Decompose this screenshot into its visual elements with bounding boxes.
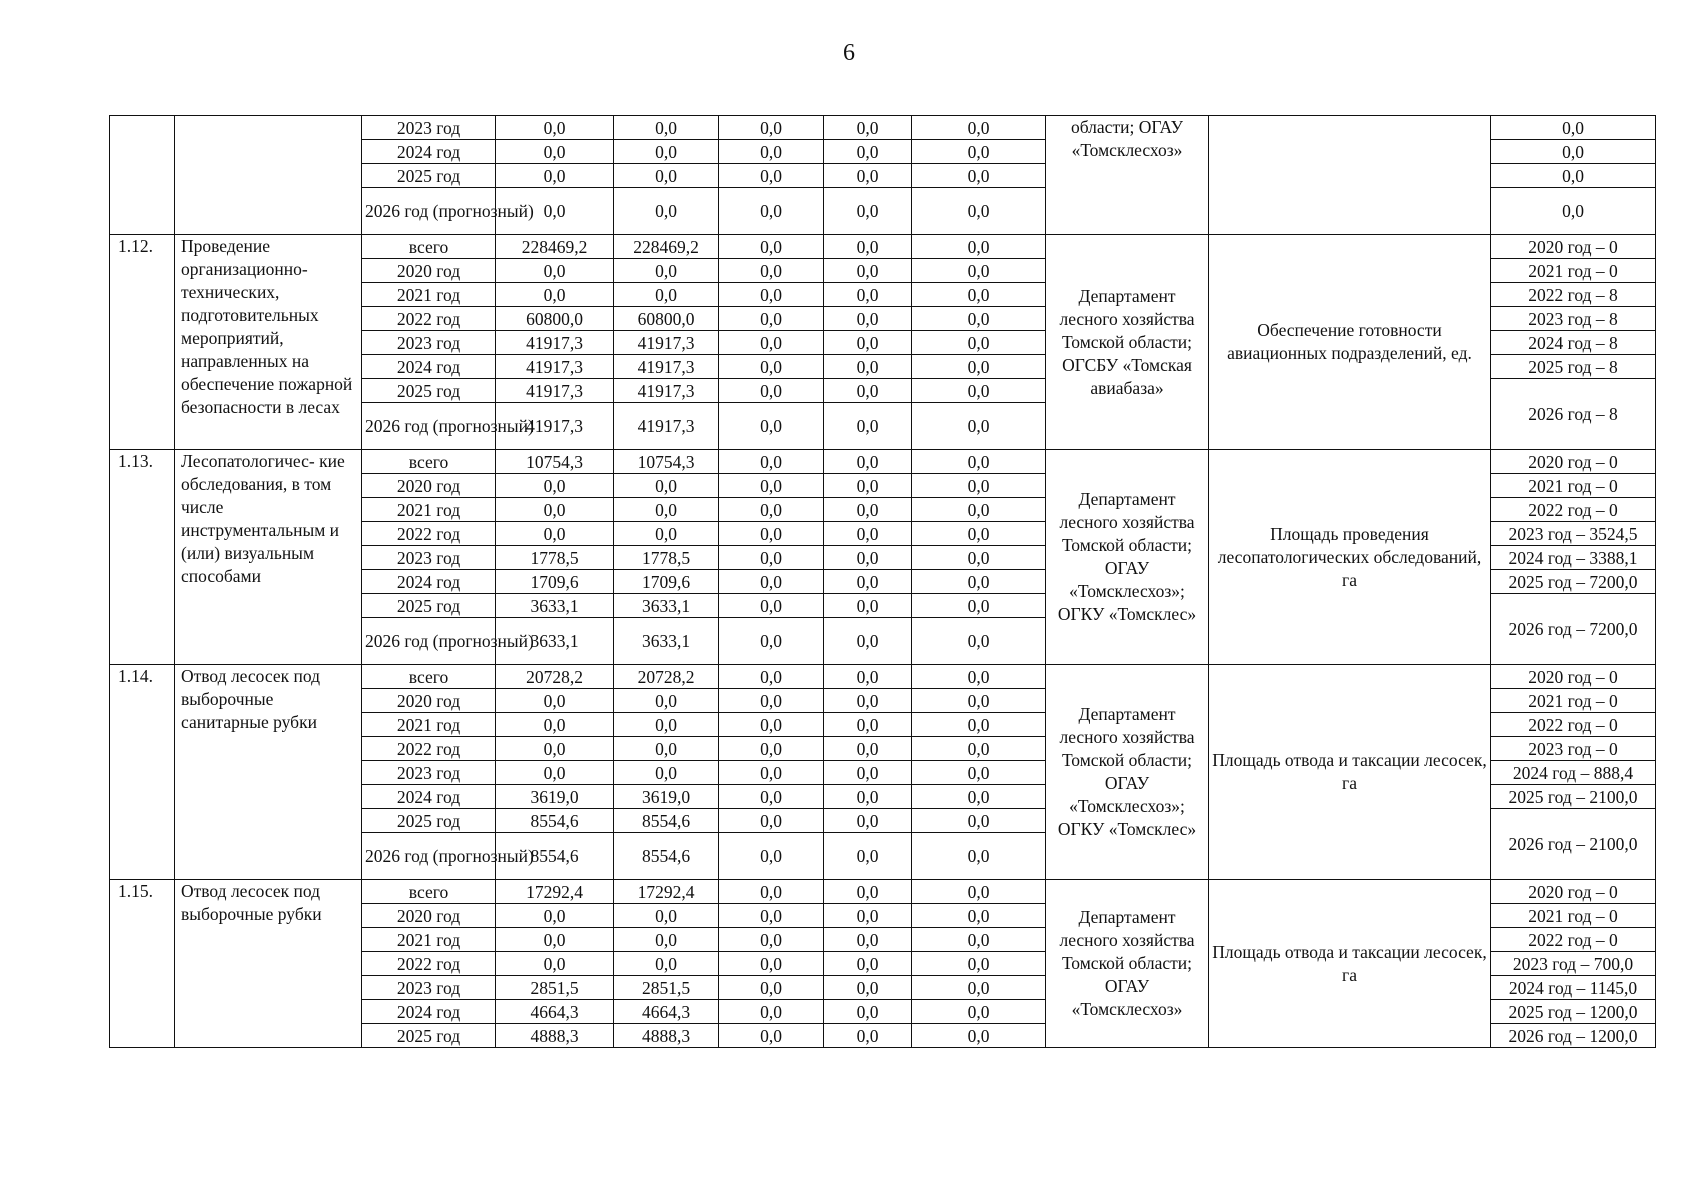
value-cell: 0,0: [719, 713, 824, 737]
value-cell: 0,0: [912, 403, 1046, 450]
value-cell: 3633,1: [496, 594, 614, 618]
target-cell: 2021 год – 0: [1491, 689, 1656, 713]
period-cell: 2023 год: [362, 116, 496, 140]
value-cell: 0,0: [912, 140, 1046, 164]
value-cell: 0,0: [824, 809, 912, 833]
period-cell: 2023 год: [362, 761, 496, 785]
target-cell: 2022 год – 0: [1491, 713, 1656, 737]
value-cell: 0,0: [824, 188, 912, 235]
value-cell: 0,0: [824, 785, 912, 809]
value-cell: 0,0: [719, 188, 824, 235]
value-cell: 41917,3: [496, 403, 614, 450]
value-cell: 0,0: [719, 976, 824, 1000]
value-cell: 0,0: [824, 522, 912, 546]
value-cell: 0,0: [912, 522, 1046, 546]
value-cell: 0,0: [719, 116, 824, 140]
value-cell: 0,0: [824, 355, 912, 379]
value-cell: 0,0: [912, 976, 1046, 1000]
value-cell: 0,0: [614, 116, 719, 140]
value-cell: 0,0: [719, 880, 824, 904]
table-row: [110, 880, 1656, 904]
value-cell: 0,0: [719, 522, 824, 546]
value-cell: 0,0: [614, 188, 719, 235]
value-cell: 0,0: [719, 307, 824, 331]
period-cell: 2021 год: [362, 928, 496, 952]
target-cell: 2022 год – 8: [1491, 283, 1656, 307]
target-cell: 2021 год – 0: [1491, 259, 1656, 283]
value-cell: 20728,2: [496, 665, 614, 689]
target-cell: 2023 год – 8: [1491, 307, 1656, 331]
value-cell: 0,0: [824, 618, 912, 665]
value-cell: 0,0: [912, 570, 1046, 594]
value-cell: 4888,3: [614, 1024, 719, 1048]
table-row: [110, 116, 1656, 140]
activity-name: Отвод лесосек под выборочные рубки: [175, 880, 362, 1048]
value-cell: 0,0: [496, 116, 614, 140]
activity-number: 1.14.: [110, 665, 175, 880]
page-number: 6: [843, 40, 855, 66]
period-cell: всего: [362, 665, 496, 689]
value-cell: 0,0: [824, 331, 912, 355]
indicator-cell: Площадь проведения лесопатологических обследований, га: [1209, 450, 1491, 665]
value-cell: 0,0: [912, 928, 1046, 952]
executor-cell: Департамент лесного хозяйства Томской области; ОГАУ «Томсклесхоз»; ОГКУ «Томсклес»: [1046, 665, 1209, 880]
value-cell: 4664,3: [614, 1000, 719, 1024]
period-cell: 2025 год: [362, 809, 496, 833]
target-cell: 2025 год – 7200,0: [1491, 570, 1656, 594]
value-cell: 0,0: [614, 713, 719, 737]
value-cell: 3619,0: [496, 785, 614, 809]
value-cell: 2851,5: [614, 976, 719, 1000]
value-cell: 0,0: [912, 355, 1046, 379]
period-cell: 2023 год: [362, 546, 496, 570]
value-cell: 0,0: [824, 976, 912, 1000]
period-cell: 2020 год: [362, 689, 496, 713]
value-cell: 1778,5: [614, 546, 719, 570]
period-cell: 2020 год: [362, 904, 496, 928]
value-cell: 0,0: [614, 259, 719, 283]
value-cell: 0,0: [912, 737, 1046, 761]
period-cell: 2024 год: [362, 785, 496, 809]
value-cell: 0,0: [614, 904, 719, 928]
value-cell: 0,0: [824, 546, 912, 570]
value-cell: 0,0: [824, 713, 912, 737]
target-cell: 2023 год – 3524,5: [1491, 522, 1656, 546]
number-cell: [110, 116, 175, 235]
period-cell: 2020 год: [362, 474, 496, 498]
value-cell: 0,0: [719, 904, 824, 928]
target-cell: 2024 год – 888,4: [1491, 761, 1656, 785]
value-cell: 0,0: [824, 880, 912, 904]
value-cell: 0,0: [719, 1000, 824, 1024]
value-cell: 0,0: [719, 379, 824, 403]
value-cell: 0,0: [912, 283, 1046, 307]
executor-cell: Департамент лесного хозяйства Томской области; ОГСБУ «Томская авиабаза»: [1046, 235, 1209, 450]
value-cell: 0,0: [824, 140, 912, 164]
value-cell: 0,0: [614, 283, 719, 307]
value-cell: 17292,4: [496, 880, 614, 904]
value-cell: 0,0: [496, 522, 614, 546]
period-cell: 2023 год: [362, 331, 496, 355]
value-cell: 20728,2: [614, 665, 719, 689]
target-cell: 0,0: [1491, 116, 1656, 140]
period-cell: 2022 год: [362, 737, 496, 761]
target-cell: 0,0: [1491, 188, 1656, 235]
activity-name-cell: [175, 116, 362, 235]
value-cell: 0,0: [912, 689, 1046, 713]
value-cell: 3619,0: [614, 785, 719, 809]
period-cell: 2022 год: [362, 522, 496, 546]
value-cell: 0,0: [719, 331, 824, 355]
period-cell: 2026 год (прогнозный): [362, 833, 496, 880]
activity-number: 1.12.: [110, 235, 175, 450]
period-cell: 2021 год: [362, 498, 496, 522]
value-cell: 8554,6: [614, 809, 719, 833]
activity-number: 1.13.: [110, 450, 175, 665]
value-cell: 0,0: [719, 355, 824, 379]
period-cell: всего: [362, 450, 496, 474]
target-cell: 2024 год – 3388,1: [1491, 546, 1656, 570]
value-cell: 0,0: [496, 952, 614, 976]
value-cell: 0,0: [719, 833, 824, 880]
value-cell: 0,0: [824, 379, 912, 403]
executor-cell: области; ОГАУ «Томсклесхоз»: [1046, 116, 1209, 235]
period-cell: 2022 год: [362, 307, 496, 331]
value-cell: 0,0: [719, 235, 824, 259]
target-cell: 2025 год – 8: [1491, 355, 1656, 379]
value-cell: 0,0: [614, 474, 719, 498]
value-cell: 0,0: [824, 259, 912, 283]
period-cell: 2024 год: [362, 1000, 496, 1024]
value-cell: 0,0: [614, 498, 719, 522]
activity-number: 1.15.: [110, 880, 175, 1048]
value-cell: 8554,6: [614, 833, 719, 880]
value-cell: 0,0: [614, 140, 719, 164]
value-cell: 0,0: [496, 164, 614, 188]
value-cell: 3633,1: [614, 594, 719, 618]
period-cell: 2021 год: [362, 283, 496, 307]
value-cell: 0,0: [912, 379, 1046, 403]
value-cell: 3633,1: [496, 618, 614, 665]
value-cell: 0,0: [496, 140, 614, 164]
value-cell: 0,0: [912, 1024, 1046, 1048]
value-cell: 0,0: [719, 403, 824, 450]
value-cell: 0,0: [824, 570, 912, 594]
target-cell: 0,0: [1491, 140, 1656, 164]
value-cell: 0,0: [912, 785, 1046, 809]
value-cell: 0,0: [912, 450, 1046, 474]
value-cell: 41917,3: [614, 331, 719, 355]
value-cell: 0,0: [912, 809, 1046, 833]
value-cell: 0,0: [496, 928, 614, 952]
value-cell: 0,0: [824, 594, 912, 618]
value-cell: 0,0: [912, 235, 1046, 259]
value-cell: 0,0: [912, 498, 1046, 522]
target-cell: 2022 год – 0: [1491, 928, 1656, 952]
target-cell: 2022 год – 0: [1491, 498, 1656, 522]
value-cell: 41917,3: [496, 379, 614, 403]
value-cell: 0,0: [719, 809, 824, 833]
value-cell: 0,0: [912, 618, 1046, 665]
period-cell: 2025 год: [362, 1024, 496, 1048]
value-cell: 0,0: [719, 570, 824, 594]
value-cell: 0,0: [496, 761, 614, 785]
value-cell: 0,0: [824, 928, 912, 952]
value-cell: 41917,3: [614, 403, 719, 450]
value-cell: 0,0: [719, 1024, 824, 1048]
value-cell: 4664,3: [496, 1000, 614, 1024]
activity-name: Отвод лесосек под выборочные санитарные рубки: [175, 665, 362, 880]
value-cell: 10754,3: [496, 450, 614, 474]
value-cell: 0,0: [824, 1024, 912, 1048]
target-cell: 2024 год – 1145,0: [1491, 976, 1656, 1000]
executor-cell: Департамент лесного хозяйства Томской области; ОГАУ «Томсклесхоз»: [1046, 880, 1209, 1048]
period-cell: 2026 год (прогнозный): [362, 403, 496, 450]
value-cell: 0,0: [719, 164, 824, 188]
value-cell: 0,0: [912, 546, 1046, 570]
value-cell: 0,0: [824, 474, 912, 498]
period-cell: 2024 год: [362, 140, 496, 164]
value-cell: 0,0: [719, 498, 824, 522]
period-cell: 2026 год (прогнозный): [362, 188, 496, 235]
value-cell: 0,0: [824, 952, 912, 976]
value-cell: 3633,1: [614, 618, 719, 665]
value-cell: 41917,3: [614, 355, 719, 379]
value-cell: 17292,4: [614, 880, 719, 904]
value-cell: 0,0: [496, 737, 614, 761]
period-cell: 2023 год: [362, 976, 496, 1000]
value-cell: 0,0: [719, 594, 824, 618]
value-cell: 0,0: [824, 164, 912, 188]
value-cell: 0,0: [614, 928, 719, 952]
value-cell: 0,0: [719, 283, 824, 307]
value-cell: 0,0: [719, 450, 824, 474]
value-cell: 60800,0: [496, 307, 614, 331]
target-cell: 2020 год – 0: [1491, 450, 1656, 474]
target-cell: 2024 год – 8: [1491, 331, 1656, 355]
activity-name: Проведение организационно- технических, подготовительных мероприятий, направленных на обеспечение пожарной безопасности в лесах: [175, 235, 362, 450]
value-cell: 41917,3: [496, 331, 614, 355]
indicator-cell: [1209, 116, 1491, 235]
target-cell: 2020 год – 0: [1491, 880, 1656, 904]
value-cell: 0,0: [912, 952, 1046, 976]
value-cell: 0,0: [824, 737, 912, 761]
value-cell: 0,0: [912, 594, 1046, 618]
value-cell: 0,0: [719, 546, 824, 570]
value-cell: 0,0: [912, 259, 1046, 283]
value-cell: 0,0: [912, 880, 1046, 904]
executor-cell: Департамент лесного хозяйства Томской области; ОГАУ «Томсклесхоз»; ОГКУ «Томсклес»: [1046, 450, 1209, 665]
target-cell: 2025 год – 1200,0: [1491, 1000, 1656, 1024]
value-cell: 0,0: [614, 164, 719, 188]
activity-name: Лесопатологичес- кие обследования, в том числе инструментальным и (или) визуальным способами: [175, 450, 362, 665]
target-cell: 2025 год – 2100,0: [1491, 785, 1656, 809]
value-cell: 0,0: [496, 259, 614, 283]
value-cell: 0,0: [824, 689, 912, 713]
value-cell: 0,0: [496, 713, 614, 737]
value-cell: 0,0: [912, 474, 1046, 498]
value-cell: 41917,3: [614, 379, 719, 403]
period-cell: 2025 год: [362, 164, 496, 188]
value-cell: 1709,6: [614, 570, 719, 594]
value-cell: 0,0: [912, 761, 1046, 785]
value-cell: 1709,6: [496, 570, 614, 594]
value-cell: 0,0: [824, 116, 912, 140]
period-cell: 2025 год: [362, 594, 496, 618]
value-cell: 0,0: [912, 188, 1046, 235]
value-cell: 0,0: [824, 904, 912, 928]
value-cell: 0,0: [496, 904, 614, 928]
value-cell: 0,0: [719, 737, 824, 761]
period-cell: 2021 год: [362, 713, 496, 737]
target-cell: 2023 год – 0: [1491, 737, 1656, 761]
target-cell: 2026 год – 8: [1491, 379, 1656, 450]
value-cell: 41917,3: [496, 355, 614, 379]
value-cell: 2851,5: [496, 976, 614, 1000]
value-cell: 0,0: [719, 618, 824, 665]
value-cell: 0,0: [614, 761, 719, 785]
value-cell: 0,0: [614, 522, 719, 546]
value-cell: 0,0: [824, 498, 912, 522]
value-cell: 0,0: [824, 307, 912, 331]
value-cell: 0,0: [496, 474, 614, 498]
value-cell: 0,0: [496, 689, 614, 713]
value-cell: 8554,6: [496, 833, 614, 880]
target-cell: 0,0: [1491, 164, 1656, 188]
value-cell: 4888,3: [496, 1024, 614, 1048]
period-cell: 2024 год: [362, 570, 496, 594]
period-cell: 2026 год (прогнозный): [362, 618, 496, 665]
value-cell: 0,0: [719, 785, 824, 809]
value-cell: 0,0: [912, 164, 1046, 188]
value-cell: 0,0: [719, 952, 824, 976]
value-cell: 0,0: [824, 761, 912, 785]
period-cell: всего: [362, 235, 496, 259]
value-cell: 0,0: [496, 498, 614, 522]
value-cell: 0,0: [614, 689, 719, 713]
indicator-cell: Обеспечение готовности авиационных подразделений, ед.: [1209, 235, 1491, 450]
period-cell: 2024 год: [362, 355, 496, 379]
value-cell: 0,0: [824, 403, 912, 450]
target-cell: 2026 год – 7200,0: [1491, 594, 1656, 665]
value-cell: 0,0: [496, 283, 614, 307]
target-cell: 2020 год – 0: [1491, 235, 1656, 259]
value-cell: 10754,3: [614, 450, 719, 474]
target-cell: 2021 год – 0: [1491, 474, 1656, 498]
table-row: [110, 450, 1656, 474]
value-cell: 0,0: [912, 833, 1046, 880]
value-cell: 0,0: [719, 474, 824, 498]
value-cell: 0,0: [719, 665, 824, 689]
value-cell: 0,0: [824, 450, 912, 474]
program-activities-table: [109, 115, 1656, 1048]
value-cell: 0,0: [614, 737, 719, 761]
table-row: [110, 665, 1656, 689]
value-cell: 0,0: [719, 928, 824, 952]
value-cell: 0,0: [912, 1000, 1046, 1024]
target-cell: 2023 год – 700,0: [1491, 952, 1656, 976]
value-cell: 60800,0: [614, 307, 719, 331]
period-cell: 2022 год: [362, 952, 496, 976]
value-cell: 0,0: [824, 1000, 912, 1024]
value-cell: 0,0: [824, 833, 912, 880]
value-cell: 0,0: [912, 904, 1046, 928]
indicator-cell: Площадь отвода и таксации лесосек, га: [1209, 665, 1491, 880]
target-cell: 2021 год – 0: [1491, 904, 1656, 928]
value-cell: 0,0: [614, 952, 719, 976]
value-cell: 0,0: [912, 665, 1046, 689]
value-cell: 228469,2: [496, 235, 614, 259]
value-cell: 0,0: [824, 283, 912, 307]
value-cell: 0,0: [912, 331, 1046, 355]
table-row: [110, 235, 1656, 259]
value-cell: 0,0: [496, 188, 614, 235]
value-cell: 0,0: [824, 235, 912, 259]
value-cell: 1778,5: [496, 546, 614, 570]
value-cell: 0,0: [912, 713, 1046, 737]
target-cell: 2020 год – 0: [1491, 665, 1656, 689]
value-cell: 0,0: [912, 307, 1046, 331]
period-cell: 2025 год: [362, 379, 496, 403]
value-cell: 8554,6: [496, 809, 614, 833]
value-cell: 0,0: [719, 259, 824, 283]
period-cell: 2020 год: [362, 259, 496, 283]
value-cell: 0,0: [719, 140, 824, 164]
target-cell: 2026 год – 2100,0: [1491, 809, 1656, 880]
value-cell: 228469,2: [614, 235, 719, 259]
indicator-cell: Площадь отвода и таксации лесосек, га: [1209, 880, 1491, 1048]
value-cell: 0,0: [719, 689, 824, 713]
value-cell: 0,0: [719, 761, 824, 785]
value-cell: 0,0: [824, 665, 912, 689]
target-cell: 2026 год – 1200,0: [1491, 1024, 1656, 1048]
period-cell: всего: [362, 880, 496, 904]
value-cell: 0,0: [912, 116, 1046, 140]
